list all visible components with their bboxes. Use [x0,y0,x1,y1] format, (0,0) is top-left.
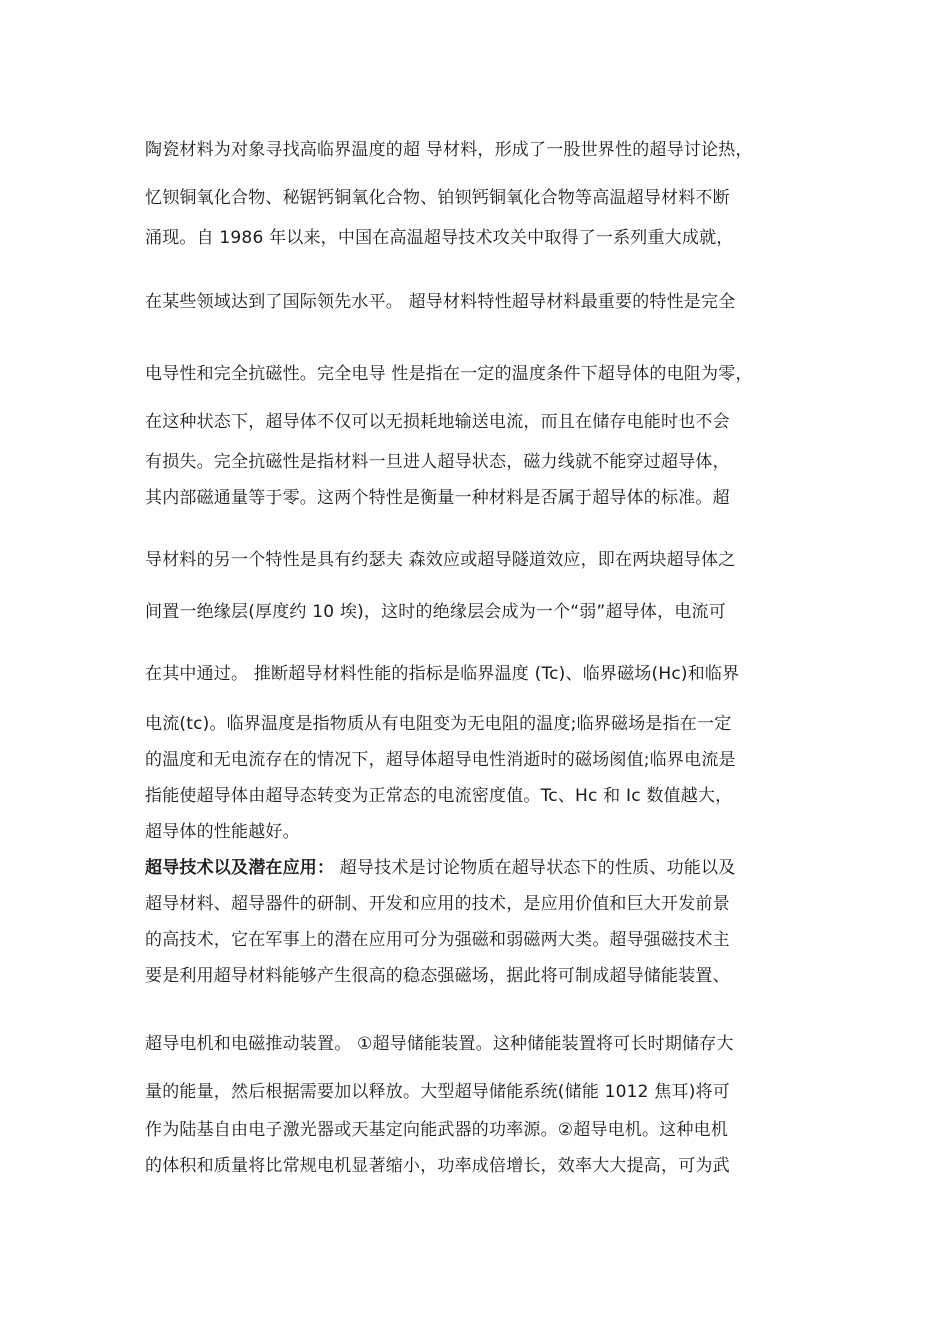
text-line: 陶瓷材料为对象寻找高临界温度的超 导材料，形成了一股世界性的超导讨论热， [145,140,753,160]
text-line: 要是利用超导材料能够产生很高的稳态强磁场，据此将可制成超导储能装置、 [145,966,730,986]
section-intro-text: 超导技术是讨论物质在超导状态下的性质、功能以及 [334,858,736,878]
text-line: 间置一绝缘层(厚度约 10 埃)，这时的绝缘层会成为一个“弱”超导体，电流可 [145,602,726,622]
text-line: 指能使超导体由超导态转变为正常态的电流密度值。Tc、Hc 和 Ic 数值越大， [145,786,733,806]
text-line: 有损失。完全抗磁性是指材料一旦进人超导状态，磁力线就不能穿过超导体， [145,452,730,472]
text-line: 在某些领域达到了国际领先水平。 超导材料特性超导材料最重要的特性是完全 [145,292,736,312]
text-line: 的温度和无电流存在的情况下，超导体超导电性消逝时的磁场阂值;临界电流是 [145,750,736,770]
section-first-line [145,856,825,880]
text-line: 电导性和完全抗磁性。完全电导 性是指在一定的温度条件下超导体的电阻为零， [145,364,753,384]
text-line: 在其中通过。 推断超导材料性能的指标是临界温度 (Tc)、临界磁场(Hc)和临界 [145,664,740,684]
text-line: 导材料的另一个特性是具有约瑟夫 森效应或超导隧道效应，即在两块超导体之 [145,550,736,570]
text-line: 在这种状态下，超导体不仅可以无损耗地输送电流，而且在储存电能时也不会 [145,412,730,432]
section-heading: 超导技术以及潜在应用： [145,858,335,878]
text-line: 忆钡铜氧化合物、秘锯钙铜氧化合物、铂钡钙铜氧化合物等高温超导材料不断 [145,188,730,208]
text-line: 的体积和质量将比常规电机显著缩小，功率成倍增长，效率大大提高，可为武 [145,1156,730,1176]
text-line: 其内部磁通量等于零。这两个特性是衡量一种材料是否属于超导体的标准。超 [145,488,730,508]
text-line: 涌现。自 1986 年以来，中国在高温超导技术攻关中取得了一系列重大成就， [145,228,734,248]
text-line: 超导材料、超导器件的研制、开发和应用的技术，是应用价值和巨大开发前景 [145,894,730,914]
text-line: 作为陆基自由电子激光器或天基定向能武器的功率源。②超导电机。这种电机 [145,1120,729,1140]
text-line: 超导体的性能越好。 [145,822,300,842]
text-line: 超导电机和电磁推动装置。 ①超导储能装置。这种储能装置将可长时期储存大 [145,1034,734,1054]
text-line: 的高技术，它在军事上的潜在应用可分为强磁和弱磁两大类。超导强磁技术主 [145,930,730,950]
text-line: 量的能量，然后根据需要加以释放。大型超导储能系统(储能 1012 焦耳)将可 [145,1082,730,1102]
text-line: 电流(tc)。临界温度是指物质从有电阻变为无电阻的温度;临界磁场是指在一定 [145,714,732,734]
